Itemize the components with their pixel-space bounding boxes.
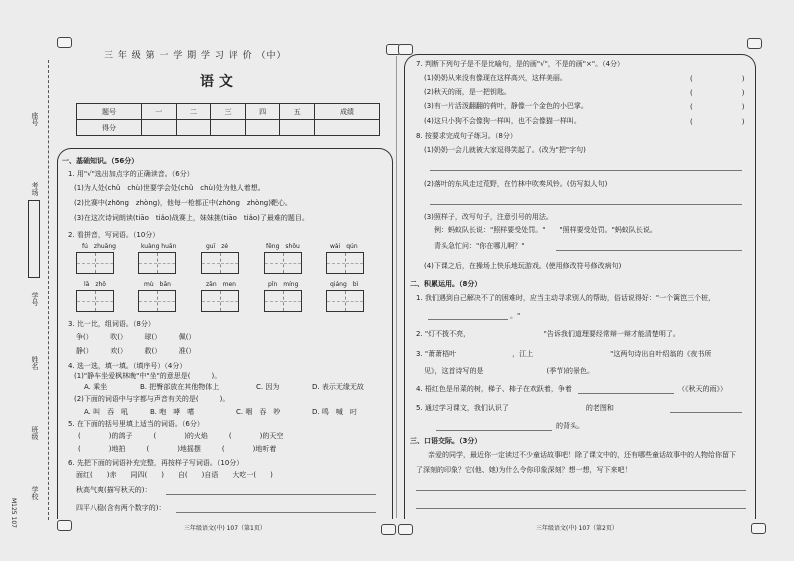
q4-1-option: A. 乘坐 — [84, 383, 108, 391]
name-label: 姓名 — [31, 356, 39, 370]
q2-text: 2. 看拼音，写词语。（10分） — [68, 231, 160, 239]
score-cell[interactable] — [280, 120, 315, 136]
corner-mark — [747, 38, 762, 49]
exam-code: M125 107 — [10, 498, 17, 528]
score-table — [76, 103, 380, 136]
q7-text: 7. 判断下列句子是不是比喻句，是的画"√"，不是的画"×"。（4分） — [416, 60, 625, 68]
writing-grid[interactable] — [201, 252, 239, 274]
score-header-cell: 一 — [141, 104, 176, 120]
writing-grid[interactable] — [76, 290, 114, 312]
binding-line — [48, 60, 49, 520]
answer-paren[interactable]: ( ) — [690, 118, 745, 126]
section1-heading: 一、基础知识。（56分） — [62, 157, 139, 165]
r3-text: 3. "萧萧梧叶 ，江上 "这两句诗出自叶绍翁的《夜书所 — [416, 350, 712, 358]
number-label: 学号 — [31, 292, 39, 306]
fold-line — [396, 56, 397, 518]
answer-line[interactable] — [416, 508, 746, 509]
corner-mark — [57, 37, 72, 48]
exam-title: 三 年 级 第 一 学 期 学 习 评 价 （中） — [104, 51, 287, 61]
score-header-cell: 四 — [245, 104, 280, 120]
corner-mark — [751, 523, 766, 534]
score-header-cell: 五 — [280, 104, 315, 120]
q8-4: (4)下课之后，在操场上快乐地玩游戏。(使用修改符号修改病句) — [424, 262, 622, 270]
answer-paren[interactable]: ( ) — [690, 75, 745, 83]
q4-1-option: D. 表示无缘无故 — [312, 383, 364, 391]
answer-line[interactable] — [556, 250, 742, 251]
answer-paren[interactable]: ( ) — [690, 103, 745, 111]
score-cell[interactable] — [141, 120, 176, 136]
writing-grid[interactable] — [138, 252, 176, 274]
q7-item: (2)秋天的雨，是一把钥匙。 — [424, 88, 511, 96]
q6-text: 6. 先把下面的词语补充完整，再按样子写词语。（10分） — [68, 459, 244, 467]
score-cell[interactable] — [315, 120, 380, 136]
q5-row: ( )的鸽子 ( )的火焰 ( )的天空 — [78, 432, 284, 440]
q3-text: 3. 比一比，组词语。（8分） — [68, 320, 155, 328]
writing-grid[interactable] — [264, 252, 302, 274]
pinyin: pǐn míng — [268, 281, 299, 288]
pinyin: kuàng huān — [141, 243, 177, 250]
score-header-cell: 三 — [211, 104, 246, 120]
answer-line[interactable] — [436, 430, 552, 431]
q8-3-question: 青头急忙问："你在哪儿啊？" — [434, 242, 525, 250]
q3-row1: 争(） 吹(） 球(） 佩(） — [76, 333, 196, 341]
right-footer: 三年级语文(中) 107（第2页） — [536, 525, 618, 532]
q4-2-option: C. 咽 吞 吵 — [236, 408, 281, 416]
r3-b: 见》，这首诗写的是 (季节)的景色。 — [424, 367, 594, 375]
q7-item: (1)奶奶从来没有像现在这样高兴，这样美丽。 — [424, 74, 567, 82]
section3-heading: 三、口语交际。（3分） — [410, 437, 482, 445]
class-label: 班级 — [31, 426, 39, 440]
q4-1: (1)"静车坐爱枫林晚"中"坐"的意思是( )。 — [74, 372, 222, 380]
r4-source: （《秋天的雨》） — [678, 385, 727, 393]
writing-grid[interactable] — [264, 290, 302, 312]
oral-line2: 了深刻的印象？它(他、她)为什么令你印象深刻？想一想，写下来吧！ — [416, 466, 632, 474]
q6-b: 四平八稳(含有两个数字的)： — [76, 504, 166, 512]
q4-2: (2)下面的词语中与字都与声音有关的是( )。 — [74, 395, 230, 403]
pinyin: qiáng bì — [330, 281, 359, 288]
answer-line[interactable] — [428, 319, 508, 320]
pinyin: fú zhuāng — [82, 243, 116, 250]
q5-text: 5. 在下面的括号里填上适当的词语。（6分） — [68, 420, 204, 428]
pinyin: wài qún — [330, 243, 358, 250]
answer-line[interactable] — [416, 490, 746, 491]
q8-2: (2)落叶的东风走过荒野，在竹林中吹奏风铃。(仿写拟人句) — [424, 180, 608, 188]
section2-heading: 二、积累运用。（8分） — [410, 280, 482, 288]
q4-2-option: A. 叫 吞 吼 — [84, 408, 129, 416]
score-header-cell: 成绩 — [315, 104, 380, 120]
q4-2-option: B. 咆 哮 嗜 — [150, 408, 195, 416]
score-header-cell: 题号 — [77, 104, 142, 120]
score-row-label: 得分 — [77, 120, 142, 136]
q6-a: 秋高气爽(描写秋天的)： — [76, 486, 152, 494]
answer-line[interactable] — [430, 204, 742, 205]
r1-text: 1. 我们遇到自己解决不了的困难时，应当主动寻求别人的帮助，俗话说得好："一个篱笆三个桩， — [416, 294, 716, 302]
seat-label: 座号 — [31, 112, 39, 126]
corner-mark — [57, 520, 72, 531]
q1-3: (3)在这次诗词朗读(tiāo tiǎo)战赛上，妹妹挑(tiāo tiǎo)了最难的题目。 — [74, 214, 309, 222]
left-footer: 三年级语文(中) 107（第1页） — [184, 525, 266, 532]
answer-line[interactable] — [578, 393, 674, 394]
score-header-cell: 二 — [176, 104, 211, 120]
corner-mark — [398, 524, 413, 535]
pinyin: mù bān — [144, 281, 171, 288]
corner-mark — [381, 524, 396, 535]
answer-paren[interactable]: ( ) — [690, 89, 745, 97]
q8-text: 8. 按要求完成句子练习。（8分） — [416, 132, 517, 140]
writing-grid[interactable] — [76, 252, 114, 274]
subject-title: 语 文 — [200, 74, 233, 90]
r5-b: 的背头。 — [556, 422, 584, 430]
corner-mark — [398, 44, 413, 55]
score-cell[interactable] — [176, 120, 211, 136]
q4-2-option: D. 鸣 喊 叼 — [312, 408, 357, 416]
writing-grid[interactable] — [138, 290, 176, 312]
answer-line[interactable] — [430, 170, 742, 171]
q5-row: ( )地拍 ( )地摇摆 ( )地听着 — [78, 445, 277, 453]
number-boxes — [28, 200, 40, 278]
q1-text: 1. 用"√"选出加点字的正确读音。（6分） — [68, 170, 194, 178]
answer-line[interactable] — [176, 512, 376, 513]
score-cell[interactable] — [211, 120, 246, 136]
q4-1-option: C. 因为 — [256, 383, 280, 391]
pinyin: guī zé — [206, 243, 229, 250]
q7-item: (3)有一片活泼翻翻的荷叶，静像一个金色的小巴掌。 — [424, 102, 588, 110]
r4-text: 4. 梧红色是吊菜的树，梯子、柿子在欢跃着，争着 — [416, 385, 572, 393]
q1-2: (2)比赛中(zhōng zhòng)，他每一枪都正中(zhōng zhòng)靶心。 — [74, 199, 292, 207]
writing-grid[interactable] — [201, 290, 239, 312]
r2-text: 2. "灯不拨不亮， "告诉我们道理要经常辩一辩才能清楚明了。 — [416, 330, 680, 338]
score-cell[interactable] — [245, 120, 280, 136]
q6-row: 面红( )赤 同四( ) 自( )自语 大吃一( ) — [76, 471, 273, 479]
pinyin: zān men — [206, 281, 236, 288]
pinyin: lā zhǒ — [84, 281, 106, 288]
oral-line1: 亲爱的同学，最近你一定读过不少童话故事吧！除了课文中的，还有哪些童话故事中的人物给你留下 — [428, 451, 736, 459]
q7-item: (4)这只小狗不会像狗一样叫，也不会像猫一样叫。 — [424, 117, 581, 125]
r5-text: 5. 通过学习课文，我们认识了 的老图和 — [416, 404, 614, 412]
q4-text: 4. 选一选，填一填。（填序号）（4分） — [68, 362, 187, 370]
r1-end: 。" — [510, 312, 521, 320]
q3-row2: 静(） 欢(） 救(） 准(） — [76, 347, 196, 355]
q8-1: (1)奶奶一会儿就被大家逗得笑起了。(改为"把"字句) — [424, 146, 586, 154]
school-label: 学校 — [31, 486, 39, 500]
answer-line[interactable] — [166, 494, 376, 495]
q1-1: (1)为人处(chǔ chù)世要学会处(chǔ chù)处为他人着想。 — [74, 184, 265, 192]
q8-3: (3)照样子，改写句子，注意引号的用法。 — [424, 213, 553, 221]
answer-line[interactable] — [670, 412, 742, 413]
q4-1-option: B. 把臀部放在其他物体上 — [140, 383, 220, 391]
q8-3-example: 例：蚂蚁队长说："照样要受处罚。" "照样要受处罚。"蚂蚁队长说。 — [434, 226, 657, 234]
room-label: 考场 — [31, 182, 39, 196]
writing-grid[interactable] — [326, 252, 364, 274]
writing-grid[interactable] — [326, 290, 364, 312]
pinyin: fēng shōu — [266, 243, 300, 250]
